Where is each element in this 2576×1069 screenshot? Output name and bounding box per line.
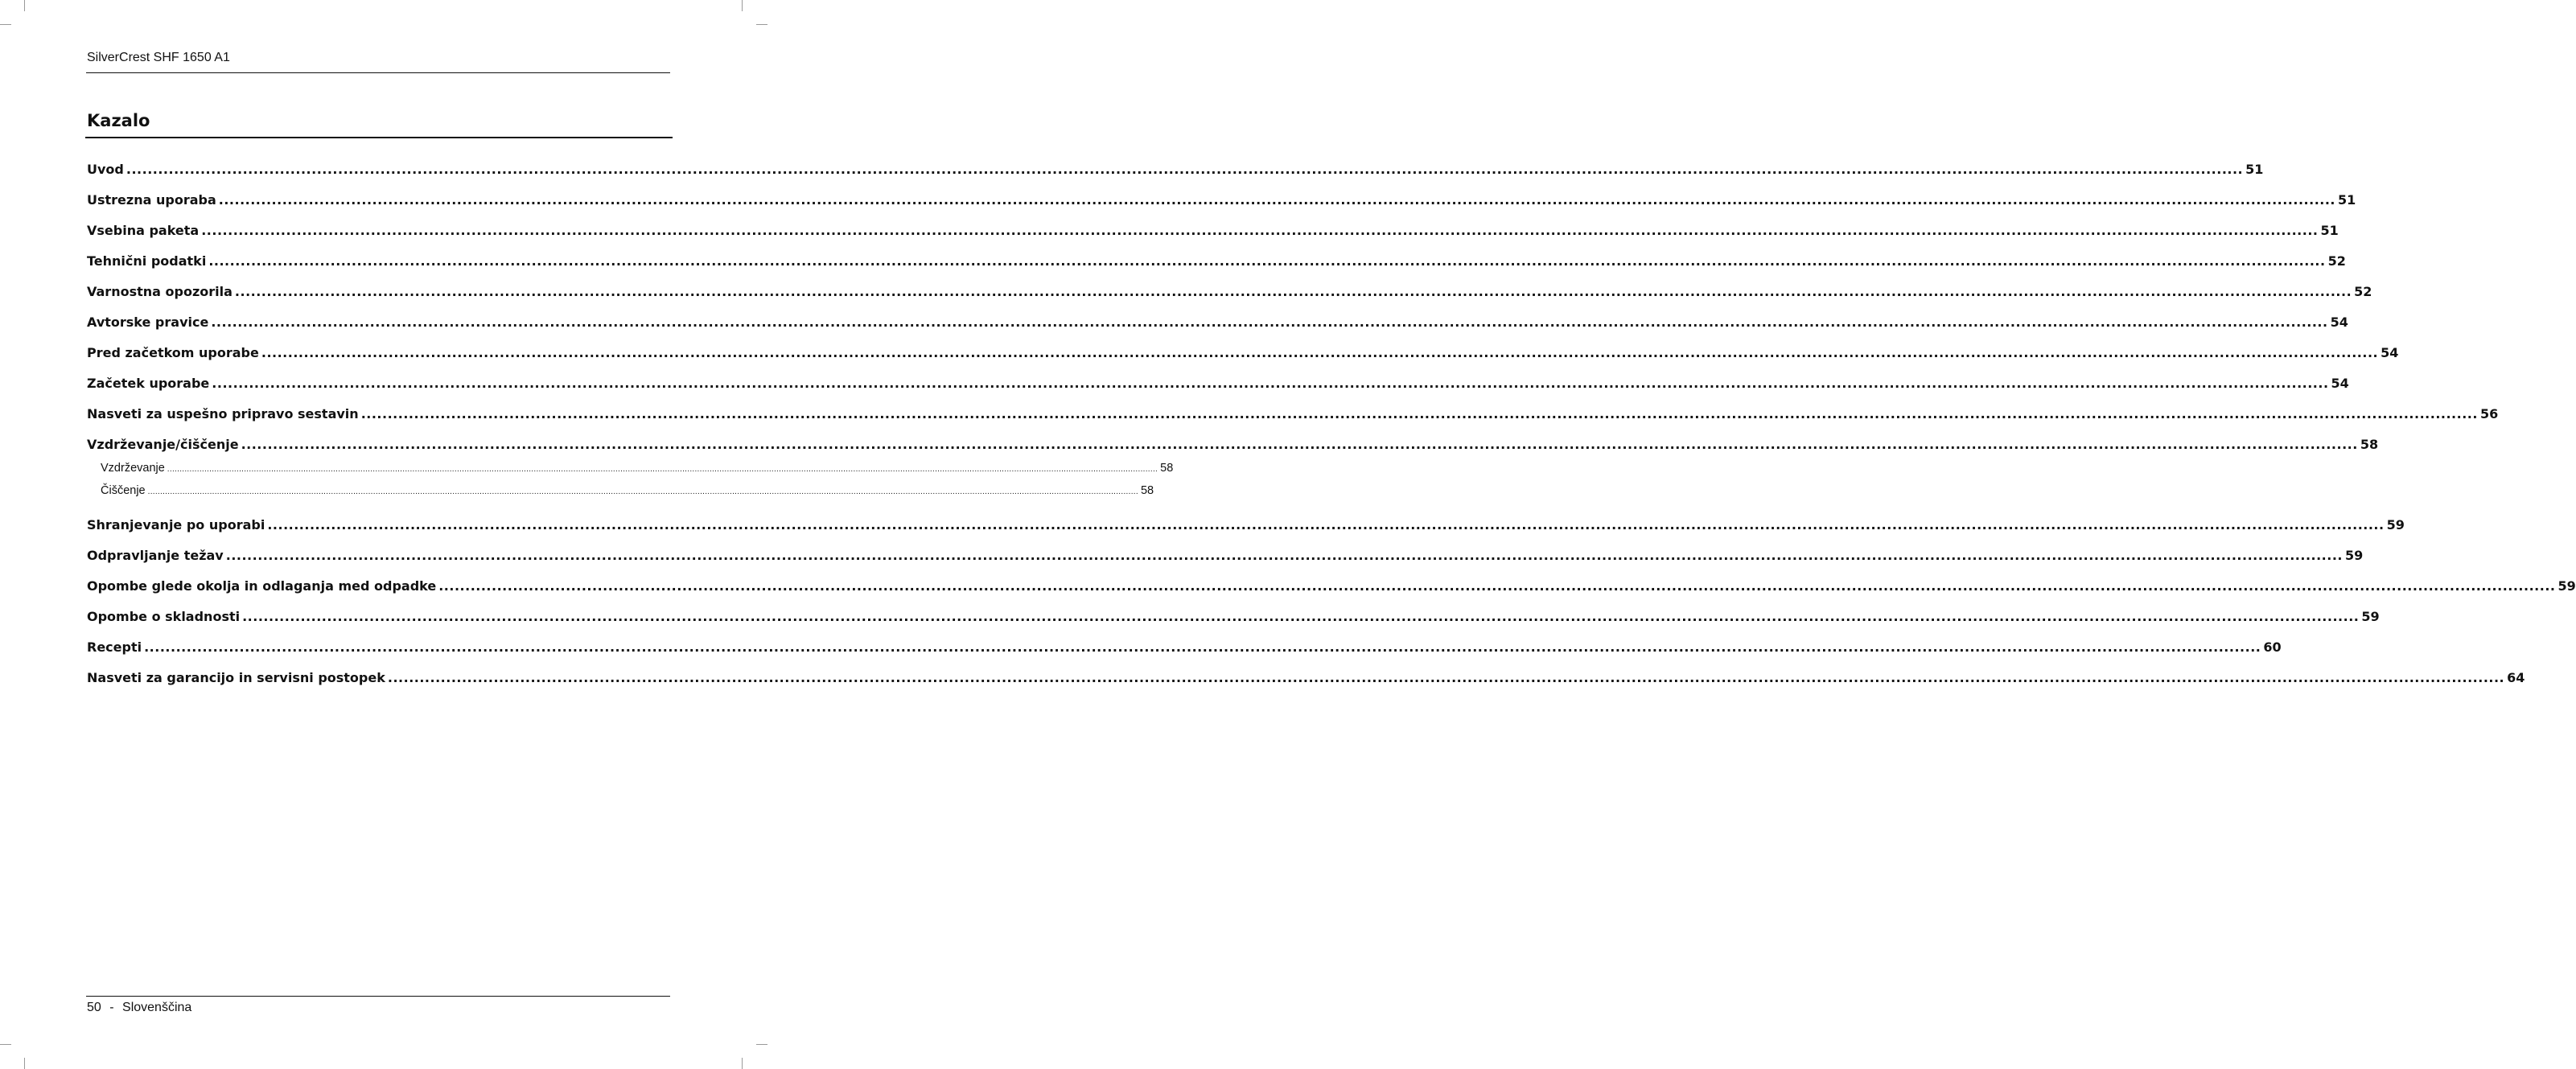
toc-entry-label: Pred začetkom uporabe bbox=[87, 345, 259, 360]
dot-leader: ................................................................................................................................................................................................................................................................................................................................................................................................................ bbox=[144, 639, 2261, 655]
dot-leader: ................................................................................................................................................................................................................................................................................................................................................................................................................ bbox=[147, 487, 1138, 496]
toc-entry-page: 59 bbox=[2361, 609, 2380, 624]
toc-entry[interactable] bbox=[87, 606, 2380, 637]
toc-entry[interactable] bbox=[87, 190, 2356, 220]
crop-mark bbox=[756, 24, 767, 25]
toc-entry-page: 59 bbox=[2386, 517, 2405, 532]
header-rule bbox=[86, 72, 670, 73]
toc-entry[interactable] bbox=[87, 373, 2349, 404]
toc-entry-page: 54 bbox=[2381, 345, 2399, 360]
toc-entry[interactable] bbox=[87, 545, 2364, 576]
dot-leader: ................................................................................................................................................................................................................................................................................................................................................................................................................ bbox=[201, 223, 2319, 238]
toc-entry-page: 58 bbox=[1160, 462, 1174, 475]
running-footer bbox=[87, 1001, 191, 1015]
toc-entry[interactable] bbox=[87, 515, 2405, 545]
title-rule bbox=[85, 137, 673, 138]
toc-entry-page: 59 bbox=[2344, 548, 2364, 563]
toc-entry-page: 51 bbox=[2245, 162, 2264, 177]
toc-entry-label: Začetek uporabe bbox=[87, 376, 210, 391]
dot-leader: ................................................................................................................................................................................................................................................................................................................................................................................................................ bbox=[241, 437, 2358, 452]
dot-leader: ................................................................................................................................................................................................................................................................................................................................................................................................................ bbox=[261, 345, 2379, 360]
page-title: Kazalo bbox=[87, 111, 150, 130]
dot-leader: ................................................................................................................................................................................................................................................................................................................................................................................................................ bbox=[387, 670, 2505, 685]
table-of-contents bbox=[87, 159, 2576, 698]
toc-entry-page: 58 bbox=[2360, 437, 2379, 452]
crop-mark bbox=[0, 24, 11, 25]
crop-mark bbox=[742, 1058, 743, 1069]
toc-entry-label: Vsebina paketa bbox=[87, 223, 200, 238]
toc-entry-label: Vzdrževanje bbox=[101, 462, 165, 475]
toc-entry-label: Opombe o skladnosti bbox=[87, 609, 241, 624]
toc-entry-page: 56 bbox=[2479, 406, 2499, 421]
toc-entry[interactable] bbox=[87, 282, 2372, 312]
toc-entry-page: 58 bbox=[1140, 484, 1154, 497]
toc-entry-page: 51 bbox=[2338, 192, 2356, 208]
dot-leader: ................................................................................................................................................................................................................................................................................................................................................................................................................ bbox=[167, 465, 1158, 474]
dot-leader: ................................................................................................................................................................................................................................................................................................................................................................................................................ bbox=[212, 376, 2329, 391]
crop-mark bbox=[24, 0, 25, 11]
dot-leader: ................................................................................................................................................................................................................................................................................................................................................................................................................ bbox=[211, 315, 2328, 330]
footer-page-number: 50 bbox=[87, 1001, 101, 1014]
dot-leader: ................................................................................................................................................................................................................................................................................................................................................................................................................ bbox=[126, 162, 2244, 177]
toc-entry[interactable] bbox=[87, 343, 2399, 373]
toc-entry-label: Uvod bbox=[87, 162, 124, 177]
toc-entry-page: 51 bbox=[2320, 223, 2339, 238]
toc-entry[interactable] bbox=[87, 637, 2282, 668]
toc-entry[interactable] bbox=[87, 251, 2346, 282]
crop-mark bbox=[756, 1044, 767, 1045]
toc-entry-label: Tehnični podatki bbox=[87, 253, 207, 269]
toc-entry-page: 54 bbox=[2330, 315, 2348, 330]
toc-entry-label: Opombe glede okolja in odlaganja med odpadke bbox=[87, 578, 437, 594]
toc-subentry[interactable] bbox=[87, 460, 1174, 483]
dot-leader: ................................................................................................................................................................................................................................................................................................................................................................................................................ bbox=[438, 578, 2556, 594]
toc-entry-label: Nasveti za garancijo in servisni postopek bbox=[87, 670, 385, 685]
dot-leader: ................................................................................................................................................................................................................................................................................................................................................................................................................ bbox=[242, 609, 2360, 624]
toc-entry[interactable] bbox=[87, 159, 2264, 190]
crop-mark bbox=[24, 1058, 25, 1069]
toc-entry-page: 59 bbox=[2557, 578, 2576, 594]
dot-leader: ................................................................................................................................................................................................................................................................................................................................................................................................................ bbox=[218, 192, 2335, 208]
toc-entry-label: Nasveti za uspešno pripravo sestavin bbox=[87, 406, 359, 421]
running-header: SilverCrest SHF 1650 A1 bbox=[87, 51, 230, 64]
toc-entry-page: 64 bbox=[2507, 670, 2525, 685]
toc-entry-page: 52 bbox=[2327, 253, 2346, 269]
toc-entry-label: Čiščenje bbox=[101, 484, 146, 497]
dot-leader: ................................................................................................................................................................................................................................................................................................................................................................................................................ bbox=[360, 406, 2478, 421]
toc-entry[interactable] bbox=[87, 404, 2499, 434]
dot-leader: ................................................................................................................................................................................................................................................................................................................................................................................................................ bbox=[225, 548, 2343, 563]
toc-entry[interactable] bbox=[87, 576, 2576, 606]
footer-language: Slovenščina bbox=[122, 1001, 192, 1014]
toc-entry-page: 60 bbox=[2263, 639, 2282, 655]
toc-entry-label: Ustrezna uporaba bbox=[87, 192, 216, 208]
toc-entry-label: Vzdrževanje/čiščenje bbox=[87, 437, 239, 452]
toc-entry-label: Recepti bbox=[87, 639, 142, 655]
footer-rule bbox=[86, 996, 670, 997]
toc-entry-page: 54 bbox=[2331, 376, 2349, 391]
dot-leader: ................................................................................................................................................................................................................................................................................................................................................................................................................ bbox=[267, 517, 2385, 532]
toc-subentry[interactable] bbox=[87, 483, 1154, 505]
crop-mark bbox=[0, 1044, 11, 1045]
dot-leader: ................................................................................................................................................................................................................................................................................................................................................................................................................ bbox=[208, 253, 2326, 269]
toc-entry[interactable] bbox=[87, 312, 2348, 343]
toc-entry-label: Varnostna opozorila bbox=[87, 284, 232, 299]
toc-entry[interactable] bbox=[87, 220, 2339, 251]
dot-leader: ................................................................................................................................................................................................................................................................................................................................................................................................................ bbox=[234, 284, 2352, 299]
footer-separator: - bbox=[109, 1001, 114, 1014]
toc-entry-label: Odpravljanje težav bbox=[87, 548, 224, 563]
toc-entry-page: 52 bbox=[2354, 284, 2372, 299]
crop-mark bbox=[742, 0, 743, 11]
toc-entry-label: Shranjevanje po uporabi bbox=[87, 517, 265, 532]
toc-entry-label: Avtorske pravice bbox=[87, 315, 209, 330]
toc-entry[interactable] bbox=[87, 668, 2525, 698]
